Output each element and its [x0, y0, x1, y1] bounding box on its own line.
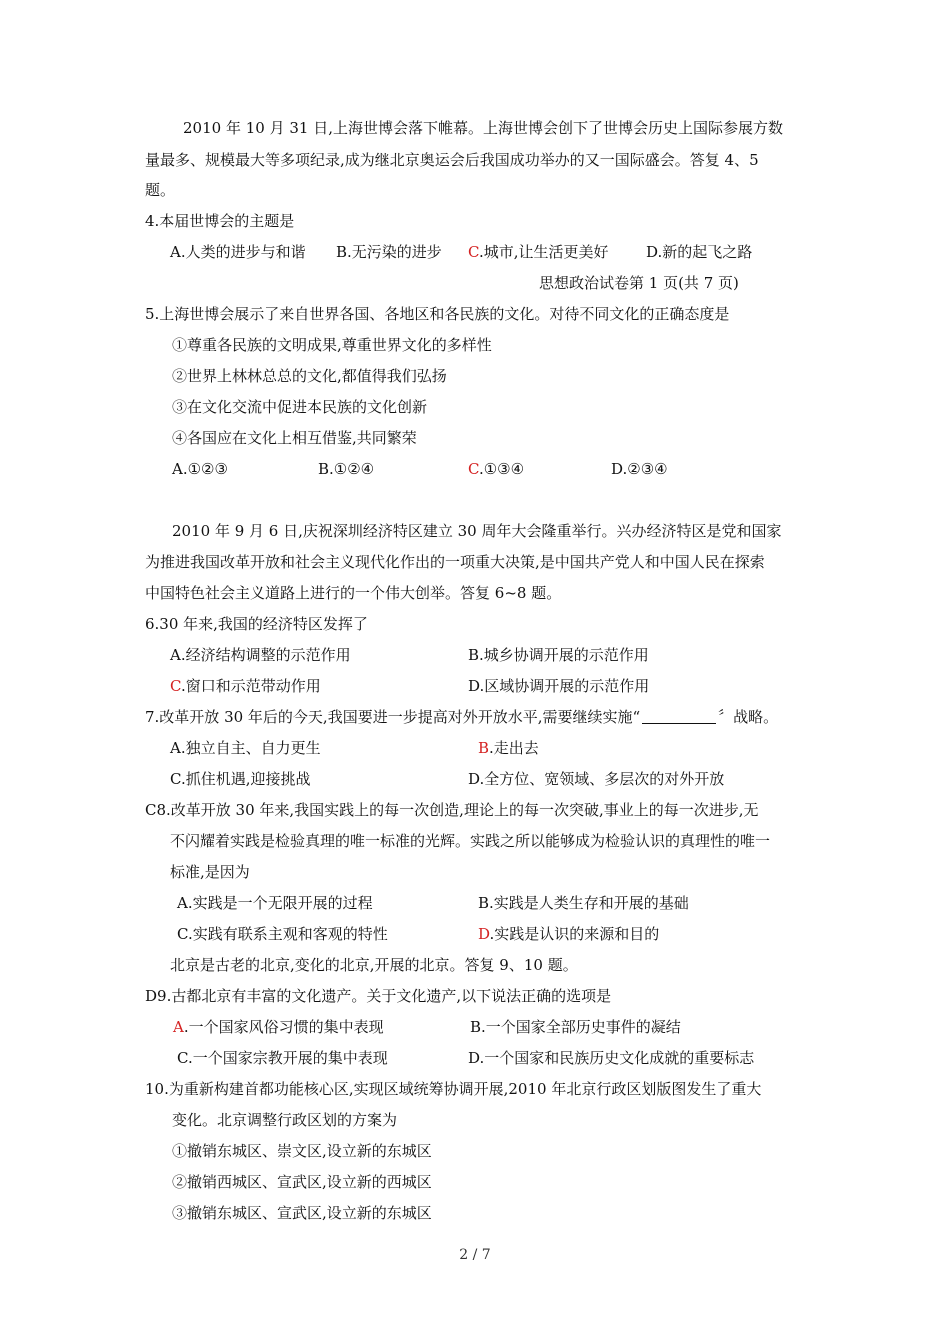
- question-8-stem-line-1: C8.改革开放 30 年来,我国实践上的每一次创造,理论上的每一次突破,事业上的每一次进步,无: [145, 801, 759, 819]
- question-5-stem: 5.上海世博会展示了来自世界各国、各地区和各民族的文化。对待不同文化的正确态度是: [145, 305, 730, 323]
- question-7-stem: [145, 707, 778, 727]
- option-text: .实践是认识的来源和目的: [489, 925, 660, 943]
- intro-paragraph-1-line-2: 量最多、规模最大等多项纪录,成为继北京奥运会后我国成功举办的又一国际盛会。答复 4、5: [145, 151, 759, 169]
- question-8-option-d: [478, 924, 659, 944]
- option-text: .一个国家风俗习惯的集中表现: [183, 1018, 384, 1036]
- page-number: 2 / 7: [459, 1247, 491, 1263]
- question-6-option-a: A.经济结构调整的示范作用: [170, 646, 351, 664]
- answer-marker: C: [170, 677, 181, 695]
- question-8-stem-line-3: 标准,是因为: [170, 863, 250, 881]
- question-5-option-c: [468, 459, 524, 479]
- question-8-option-c: C.实践有联系主观和客观的特性: [177, 925, 388, 943]
- question-8-stem-line-2: 不闪耀着实践是检验真理的唯一标准的光辉。实践之所以能够成为检验认识的真理性的唯一: [170, 832, 771, 850]
- question-10-stem-line-2: 变化。北京调整行政区划的方案为: [172, 1111, 398, 1129]
- question-4-option-b: B.无污染的进步: [336, 243, 442, 261]
- question-10-stem-line-1: 10.为重新构建首都功能核心区,实现区域统筹协调开展,2010 年北京行政区划版图发生了重大: [145, 1080, 762, 1098]
- question-10-item-2: ②撤销西城区、宣武区,设立新的西城区: [172, 1173, 432, 1191]
- question-5-option-d: D.②③④: [611, 460, 668, 478]
- question-8-option-b: B.实践是人类生存和开展的基础: [478, 894, 689, 912]
- answer-marker: D: [478, 925, 490, 943]
- question-5-item-2: ②世界上林林总总的文化,都值得我们弘扬: [172, 367, 447, 385]
- question-9-option-b: B.一个国家全部历史事件的凝结: [470, 1018, 681, 1036]
- question-9-option-a: [173, 1017, 384, 1037]
- question-9-option-c: C.一个国家宗教开展的集中表现: [177, 1049, 388, 1067]
- intro-paragraph-1-line-3: 题。: [145, 181, 176, 199]
- question-4-option-a: A.人类的进步与和谐: [170, 243, 306, 261]
- option-text: .窗口和示范带动作用: [180, 677, 321, 695]
- question-7-option-c: C.抓住机遇,迎接挑战: [170, 770, 311, 788]
- question-5-item-3: ③在文化交流中促进本民族的文化创新: [172, 398, 428, 416]
- stem-text-end: 〞战略。: [718, 708, 779, 726]
- question-9-option-d: D.一个国家和民族历史文化成就的重要标志: [468, 1049, 755, 1067]
- question-6-stem: 6.30 年来,我国的经济特区发挥了: [145, 615, 368, 633]
- question-8-option-a: A.实践是一个无限开展的过程: [177, 894, 373, 912]
- question-6-option-c: [170, 676, 321, 696]
- question-7-option-d: D.全方位、宽领域、多层次的对外开放: [468, 770, 725, 788]
- question-7-option-a: A.独立自主、自力更生: [170, 739, 321, 757]
- question-6-option-b: B.城乡协调开展的示范作用: [468, 646, 649, 664]
- intro-paragraph-2-line-2: 为推进我国改革开放和社会主义现代化作出的一项重大决策,是中国共产党人和中国人民在探索: [145, 553, 765, 571]
- question-5-item-1: ①尊重各民族的文明成果,尊重世界文化的多样性: [172, 336, 492, 354]
- answer-blank: [642, 709, 716, 724]
- answer-marker: B: [478, 739, 490, 757]
- question-6-option-d: D.区域协调开展的示范作用: [468, 677, 650, 695]
- question-10-item-1: ①撤销东城区、崇文区,设立新的东城区: [172, 1142, 432, 1160]
- option-text: .城市,让生活更美好: [478, 243, 609, 261]
- stem-text: 7.改革开放 30 年后的今天,我国要进一步提高对外开放水平,需要继续实施“: [145, 708, 641, 726]
- page-header: 思想政治试卷第 1 页(共 7 页): [539, 274, 739, 292]
- intro-paragraph-1-line-1: 2010 年 10 月 31 日,上海世博会落下帷幕。上海世博会创下了世博会历史上国际参展方数: [183, 119, 783, 137]
- question-5-option-b: B.①②④: [318, 460, 375, 478]
- question-4-option-c: [468, 242, 609, 262]
- question-5-item-4: ④各国应在文化上相互借鉴,共同繁荣: [172, 429, 417, 447]
- question-10-item-3: ③撤销东城区、宣武区,设立新的东城区: [172, 1204, 432, 1222]
- option-text: .走出去: [489, 739, 539, 757]
- question-9-stem: D9.古都北京有丰富的文化遗产。关于文化遗产,以下说法正确的选项是: [145, 987, 612, 1005]
- intro-paragraph-2-line-1: 2010 年 9 月 6 日,庆祝深圳经济特区建立 30 周年大会隆重举行。兴办经济特区是党和国家: [172, 522, 782, 540]
- answer-marker: C: [468, 460, 479, 478]
- question-7-option-b: [478, 738, 539, 758]
- option-text: .①③④: [478, 460, 525, 478]
- intro-paragraph-2-line-3: 中国特色社会主义道路上进行的一个伟大创举。答复 6~8 题。: [145, 584, 562, 602]
- intro-paragraph-3: 北京是古老的北京,变化的北京,开展的北京。答复 9、10 题。: [170, 956, 578, 974]
- question-4-stem: 4.本届世博会的主题是: [145, 212, 295, 230]
- question-5-option-a: A.①②③: [172, 460, 228, 478]
- question-4-option-d: D.新的起飞之路: [646, 243, 753, 261]
- answer-marker: C: [468, 243, 479, 261]
- answer-marker: A: [173, 1018, 184, 1036]
